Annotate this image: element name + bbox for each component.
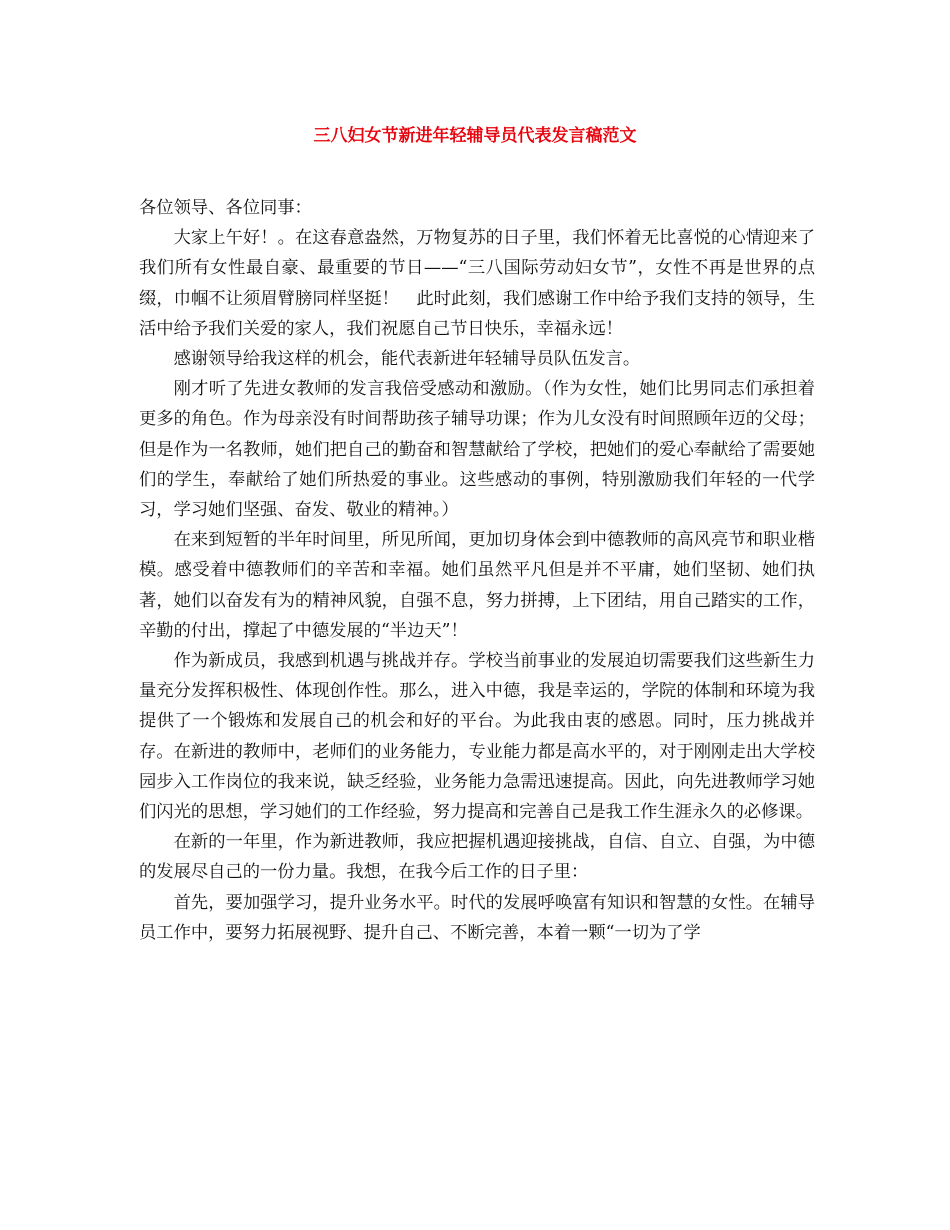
paragraph-1: 大家上午好！。在这春意盎然，万物复苏的日子里，我们怀着无比喜悦的心情迎来了我们所有女性最自豪、最重要的节日——“三八国际劳动妇女节”，女性不再是世界的点缀，巾帼不让须眉臂膀同样坚挺！ 此时此刻，我们感谢工作中给予我们支持的领导，生活中给予我们关爱的家人，我们祝愿自己节日快乐，幸福永远！ [139, 228, 815, 339]
paragraph-2: 感谢领导给我这样的机会，能代表新进年轻辅导员队伍发言。 [173, 349, 641, 370]
salutation: 各位领导、各位同事： [139, 198, 312, 218]
paragraph-6: 在新的一年里，作为新进教师，我应把握机遇迎接挑战，自信、自立、自强，为中德的发展尽自己的一份力量。我想，在我今后工作的日子里： [139, 832, 815, 883]
document-body [139, 193, 815, 948]
paragraph-7: 首先，要加强学习，提升业务水平。时代的发展呼唤富有知识和智慧的女性。在辅导员工作中，要努力拓展视野、提升自己、不断完善，本着一颗“一切为了学 [139, 892, 815, 943]
document-title: 三八妇女节新进年轻辅导员代表发言稿范文 [313, 126, 637, 146]
paragraph-3: 刚才听了先进女教师的发言我倍受感动和激励。（作为女性，她们比男同志们承担着更多的角色。作为母亲没有时间帮助孩子辅导功课；作为儿女没有时间照顾年迈的父母；但是作为一名教师，她们把自己的勤奋和智慧献给了学校，把她们的爱心奉献给了需要她们的学生，奉献给了她们所热爱的事业。这些感动的事例，特别激励我们年轻的一代学习，学习她们坚强、奋发、敬业的精神。） [139, 379, 815, 521]
paragraph-5: 作为新成员，我感到机遇与挑战并存。学校当前事业的发展迫切需要我们这些新生力量充分发挥积极性、体现创作性。那么，进入中德，我是幸运的，学院的体制和环境为我提供了一个锻炼和发展自己的机会和好的平台。为此我由衷的感恩。同时，压力挑战并存。在新进的教师中，老师们的业务能力，专业能力都是高水平的，对于刚刚走出大学校园步入工作岗位的我来说，缺乏经验，业务能力急需迅速提高。因此，向先进教师学习她们闪光的思想，学习她们的工作经验，努力提高和完善自己是我工作生涯永久的必修课。 [139, 651, 815, 823]
paragraph-4: 在来到短暂的半年时间里，所见所闻，更加切身体会到中德教师的高风亮节和职业楷模。感受着中德教师们的辛苦和幸福。她们虽然平凡但是并不平庸，她们坚韧、她们执著，她们以奋发有为的精神风貌，自强不息，努力拼搏，上下团结，用自己踏实的工作，辛勤的付出，撑起了中德发展的“半边天”！ [139, 530, 815, 641]
